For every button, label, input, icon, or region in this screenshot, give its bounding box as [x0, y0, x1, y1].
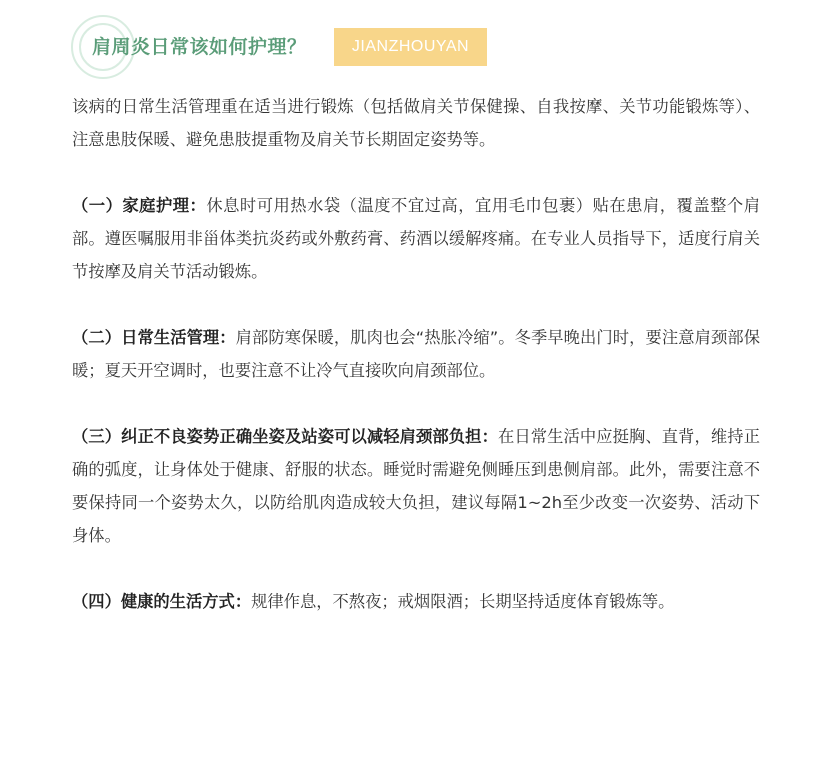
paragraph-home-care — [72, 189, 760, 288]
paragraph-text: 肩部防寒保暖，肌肉也会“热胀冷缩”。冬季早晚出门时，要注意肩颈部保暖；夏天开空调时，也要注意不让冷气直接吹向肩颈部位。 — [72, 328, 760, 380]
paragraph-intro — [72, 90, 760, 156]
article-body — [72, 90, 760, 618]
paragraph-text: 休息时可用热水袋（温度不宜过高，宜用毛巾包裹）贴在患肩，覆盖整个肩部。遵医嘱服用非甾体类抗炎药或外敷药膏、药酒以缓解疼痛。在专业人员指导下，适度行肩关节按摩及肩关节活动锻炼。 — [72, 196, 760, 281]
paragraph-lifestyle — [72, 585, 760, 618]
paragraph-lead: （三）纠正不良姿势正确坐姿及站姿可以减轻肩颈部负担： — [72, 427, 498, 446]
title-badge: JIANZHOUYAN — [334, 28, 487, 66]
section-header — [70, 14, 510, 80]
section-title: 肩周炎日常该如何护理？ — [92, 36, 307, 58]
paragraph-text: 在日常生活中应挺胸、直背，维持正确的弧度，让身体处于健康、舒服的状态。睡觉时需避免侧睡压到患侧肩部。此外，需要注意不要保持同一个姿势太久，以防给肌肉造成较大负担，建议每隔1~2h至少改变一次姿势、活动下身体。 — [72, 427, 760, 545]
paragraph-lead: （四）健康的生活方式： — [72, 592, 252, 611]
paragraph-daily-management — [72, 321, 760, 387]
paragraph-lead: （二）日常生活管理： — [72, 328, 236, 347]
paragraph-text: 该病的日常生活管理重在适当进行锻炼（包括做肩关节保健操、自我按摩、关节功能锻炼等）、注意患肢保暖、避免患肢提重物及肩关节长期固定姿势等。 — [72, 97, 760, 149]
paragraph-text: 规律作息，不熬夜；戒烟限酒；长期坚持适度体育锻炼等。 — [251, 592, 675, 611]
paragraph-posture — [72, 420, 760, 552]
paragraph-lead: （一）家庭护理： — [72, 196, 207, 215]
